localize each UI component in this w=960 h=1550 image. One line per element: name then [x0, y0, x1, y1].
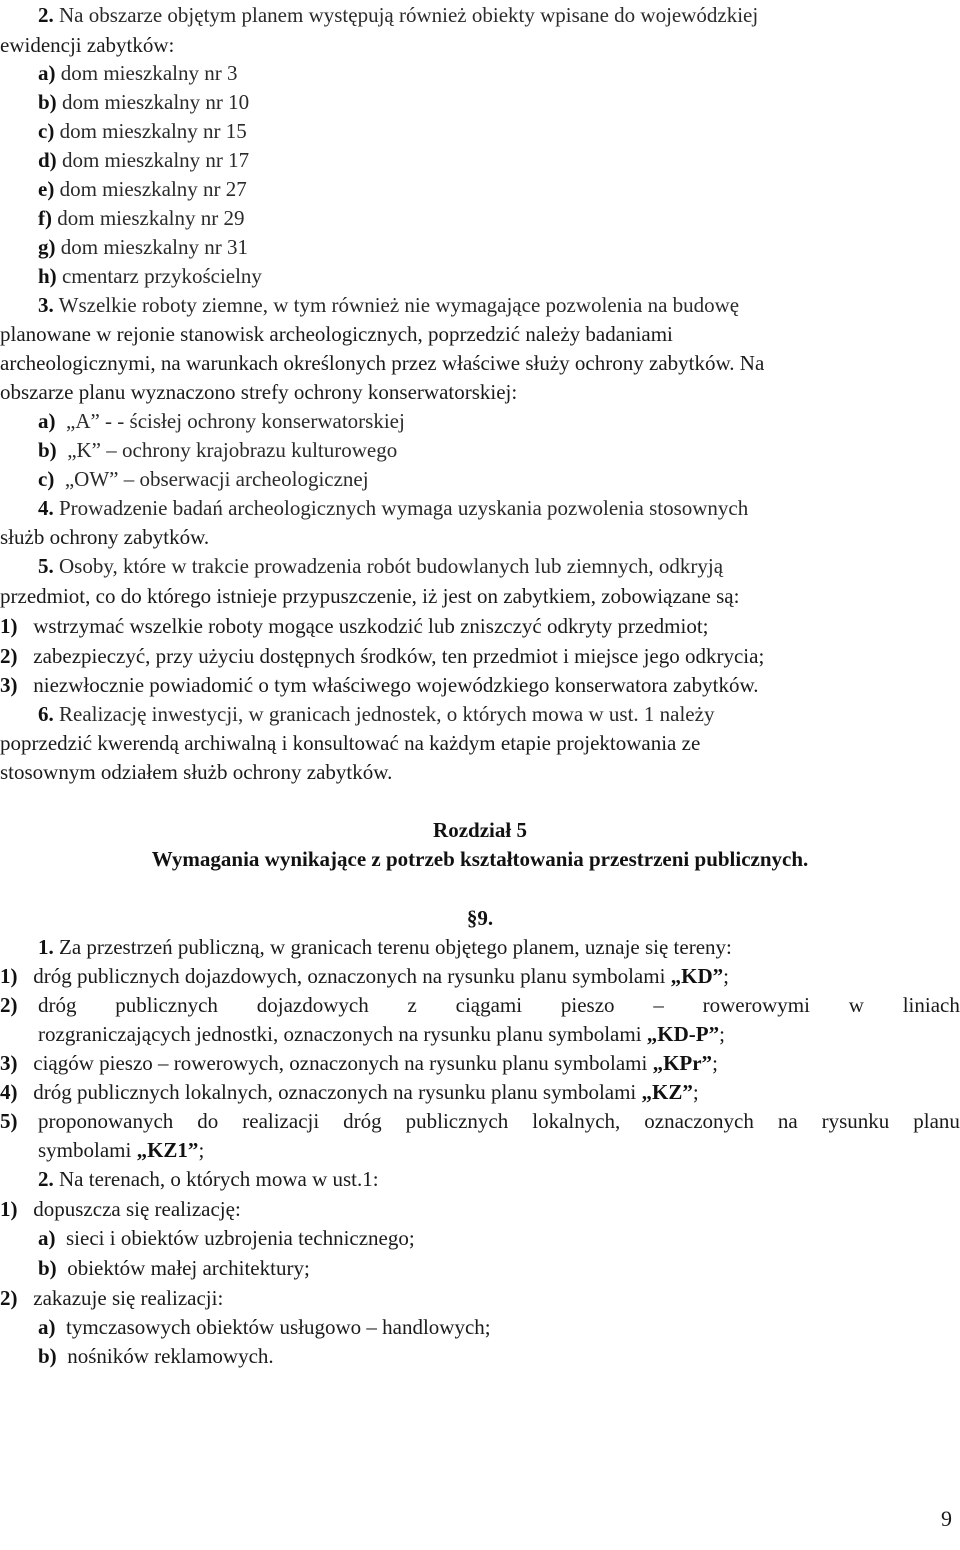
list-item-text: dom mieszkalny nr 3 — [60, 61, 238, 85]
list-item-text: dom mieszkalny nr 17 — [61, 148, 250, 172]
obligation-text: wstrzymać wszelkie roboty mogące uszkodzić lub zniszczyć odkryty przedmiot; — [33, 614, 709, 638]
list-item — [38, 87, 960, 117]
list-item-text: dom mieszkalny nr 31 — [60, 235, 248, 259]
word: oznaczonych — [644, 1109, 754, 1133]
section-3-line-1 — [38, 290, 960, 320]
list-item-label: b) — [38, 90, 57, 114]
item-label: 2) — [0, 993, 18, 1017]
public-space-item — [0, 1048, 960, 1078]
item-label: 3) — [0, 1051, 18, 1075]
item-suffix: ; — [719, 1022, 725, 1046]
section-3-line-2: planowane w rejonie stanowisk archeologicznych, poprzedzić należy badaniami — [0, 322, 673, 346]
item-symbol: „KD” — [670, 964, 724, 988]
zone-text: „K” – ochrony krajobrazu kulturowego — [67, 438, 398, 462]
obligation-label: 2) — [0, 644, 18, 668]
word: dróg — [343, 1109, 382, 1133]
section-4-text: Prowadzenie badań archeologicznych wymaga uzyskania pozwolenia stosownych — [59, 496, 749, 520]
list-item — [38, 116, 960, 146]
list-item-label: f) — [38, 206, 52, 230]
public-space-item — [0, 990, 960, 1020]
section-5-number: 5. — [38, 554, 54, 578]
word: lokalnych, — [532, 1109, 621, 1133]
item-suffix: ; — [692, 1080, 699, 1104]
word: dróg — [38, 993, 77, 1017]
section-5-text: Osoby, które w trakcie prowadzenia robót budowlanych lub ziemnych, odkryją — [59, 554, 724, 578]
list-item — [38, 58, 960, 88]
justified-line — [38, 990, 960, 1020]
page-number: 9 — [941, 1506, 952, 1531]
zone-label: c) — [38, 467, 55, 491]
word: w — [848, 993, 864, 1017]
item-text: ciągów pieszo – rowerowych, oznaczonych na rysunku planu symbolami — [33, 1051, 653, 1075]
item-symbol: „KD-P” — [646, 1022, 720, 1046]
public-space-item — [0, 1106, 960, 1136]
public-space-item — [0, 1077, 960, 1107]
word: planu — [913, 1109, 960, 1133]
section-3-number: 3. — [38, 293, 54, 317]
item-suffix: ; — [723, 964, 730, 988]
item-symbol: „KZ” — [641, 1080, 693, 1104]
list-item-text: dom mieszkalny nr 29 — [57, 206, 245, 230]
word: na — [777, 1109, 798, 1133]
forbid-text: zakazuje się realizacji: — [33, 1286, 224, 1310]
list-item-label: d) — [38, 148, 57, 172]
section-5-line-1 — [38, 551, 960, 581]
section-6-line-2: poprzedzić kwerendą archiwalną i konsultować na każdym etapie projektowania ze — [0, 731, 701, 755]
word: rowerowymi — [702, 993, 810, 1017]
word: proponowanych — [38, 1109, 174, 1133]
zone-text: „OW” – obserwacji archeologicznej — [64, 467, 369, 491]
list-item — [38, 174, 960, 204]
forbid-heading — [0, 1283, 960, 1313]
public-space-item-continued — [38, 1019, 960, 1049]
item-text: rozgraniczających jednostki, oznaczonych na rysunku planu symbolami — [38, 1022, 647, 1046]
obligation-text: zabezpieczyć, przy użyciu dostępnych środków, ten przedmiot i miejsce jego odkrycia; — [33, 644, 765, 668]
zone-label: a) — [38, 409, 56, 433]
obligation-item — [0, 611, 960, 641]
section-4-line-2: służb ochrony zabytków. — [0, 525, 210, 549]
obligation-item — [0, 670, 960, 700]
list-item-label: g) — [38, 235, 56, 259]
allow-item-text: obiektów małej architektury; — [67, 1256, 310, 1280]
item-suffix: ; — [198, 1138, 205, 1162]
word: dojazdowych — [256, 993, 369, 1017]
section-6-line-3: stosownym odziałem służb ochrony zabytków. — [0, 760, 393, 784]
list-item-label: a) — [38, 61, 56, 85]
forbid-item-label: b) — [38, 1344, 57, 1368]
public-space-item-continued — [38, 1135, 960, 1165]
item-symbol: „KZ1” — [136, 1138, 199, 1162]
list-item-label: h) — [38, 264, 57, 288]
section-2-line-2: ewidencji zabytków: — [0, 33, 175, 57]
allow-text: dopuszcza się realizację: — [33, 1197, 241, 1221]
obligation-text: niezwłocznie powiadomić o tym właściwego wojewódzkiego konserwatora zabytków. — [33, 673, 759, 697]
forbid-label: 2) — [0, 1286, 18, 1310]
word: publicznych — [405, 1109, 509, 1133]
ust-2-text: Na terenach, o których mowa w ust.1: — [59, 1167, 379, 1191]
item-text: dróg publicznych dojazdowych, oznaczonych na rysunku planu symbolami — [33, 964, 671, 988]
word: rysunku — [821, 1109, 890, 1133]
list-item — [38, 145, 960, 175]
obligation-label: 1) — [0, 614, 18, 638]
list-item-label: e) — [38, 177, 55, 201]
section-6-number: 6. — [38, 702, 54, 726]
item-text: dróg publicznych lokalnych, oznaczonych na rysunku planu symbolami — [33, 1080, 642, 1104]
list-item — [38, 232, 960, 262]
list-item — [38, 203, 960, 233]
section-6-line-1 — [38, 699, 960, 729]
word: pieszo — [560, 993, 615, 1017]
section-2-text: Na obszarze objętym planem występują również obiekty wpisane do wojewódzkiej — [59, 3, 759, 27]
section-3-text: Wszelkie roboty ziemne, w tym również nie wymagające pozwolenia na budowę — [58, 293, 740, 317]
list-item-text: dom mieszkalny nr 27 — [59, 177, 247, 201]
paragraph-ust-2 — [38, 1164, 960, 1194]
zone-item — [38, 435, 960, 465]
zone-label: b) — [38, 438, 57, 462]
section-2-number: 2. — [38, 3, 54, 27]
ust-1-number: 1. — [38, 935, 54, 959]
allow-heading — [0, 1194, 960, 1224]
section-6-text: Realizację inwestycji, w granicach jednostek, o których mowa w ust. 1 należy — [59, 702, 715, 726]
section-5-line-2: przedmiot, co do którego istnieje przypuszczenie, iż jest on zabytkiem, zobowiązane są: — [0, 584, 740, 608]
list-item-text: dom mieszkalny nr 15 — [59, 119, 247, 143]
justified-line — [38, 1106, 960, 1136]
item-symbol: „KPr” — [652, 1051, 713, 1075]
zone-text: „A” - - ścisłej ochrony konserwatorskiej — [66, 409, 405, 433]
word: ciągami — [455, 993, 523, 1017]
word: – — [653, 993, 664, 1017]
item-text: symbolami — [38, 1138, 137, 1162]
list-item — [38, 261, 960, 291]
word: realizacji — [242, 1109, 320, 1133]
list-item-text: cmentarz przykościelny — [61, 264, 262, 288]
section-3-line-4: obszarze planu wyznaczono strefy ochrony konserwatorskiej: — [0, 380, 518, 404]
allow-item-label: b) — [38, 1256, 57, 1280]
item-suffix: ; — [712, 1051, 718, 1075]
ust-2-number: 2. — [38, 1167, 54, 1191]
forbid-item — [38, 1312, 960, 1342]
word: publicznych — [115, 993, 218, 1017]
item-label: 1) — [0, 964, 18, 988]
list-item-text: dom mieszkalny nr 10 — [61, 90, 250, 114]
forbid-item-text: tymczasowych obiektów usługowo – handlowych; — [66, 1315, 491, 1339]
allow-item — [38, 1223, 960, 1253]
paragraph-sign: §9. — [466, 906, 494, 930]
section-4-number: 4. — [38, 496, 54, 520]
obligation-label: 3) — [0, 673, 18, 697]
ust-1-text: Za przestrzeń publiczną, w granicach terenu objętego planem, uznaje się tereny: — [59, 935, 732, 959]
forbid-item-label: a) — [38, 1315, 56, 1339]
section-3-line-3: archeologicznymi, na warunkach określonych przez właściwe służy ochrony zabytków. Na — [0, 351, 765, 375]
section-4-line-1 — [38, 493, 960, 523]
forbid-item — [38, 1341, 960, 1371]
paragraph-ust-1 — [38, 932, 960, 962]
obligation-item — [0, 641, 960, 671]
allow-item-text: sieci i obiektów uzbrojenia technicznego; — [66, 1226, 415, 1250]
word: liniach — [902, 993, 960, 1017]
chapter-subtitle: Wymagania wynikające z potrzeb kształtowania przestrzeni publicznych. — [151, 847, 809, 871]
section-2-line-1 — [38, 0, 960, 30]
zone-item — [38, 464, 960, 494]
word: z — [407, 993, 417, 1017]
allow-label: 1) — [0, 1197, 18, 1221]
allow-item — [38, 1253, 960, 1283]
public-space-item — [0, 961, 960, 991]
item-label: 5) — [0, 1109, 18, 1133]
word: do — [197, 1109, 219, 1133]
item-label: 4) — [0, 1080, 18, 1104]
forbid-item-text: nośników reklamowych. — [67, 1344, 274, 1368]
list-item-label: c) — [38, 119, 55, 143]
allow-item-label: a) — [38, 1226, 56, 1250]
zone-item — [38, 406, 960, 436]
chapter-title: Rozdział 5 — [433, 818, 527, 842]
